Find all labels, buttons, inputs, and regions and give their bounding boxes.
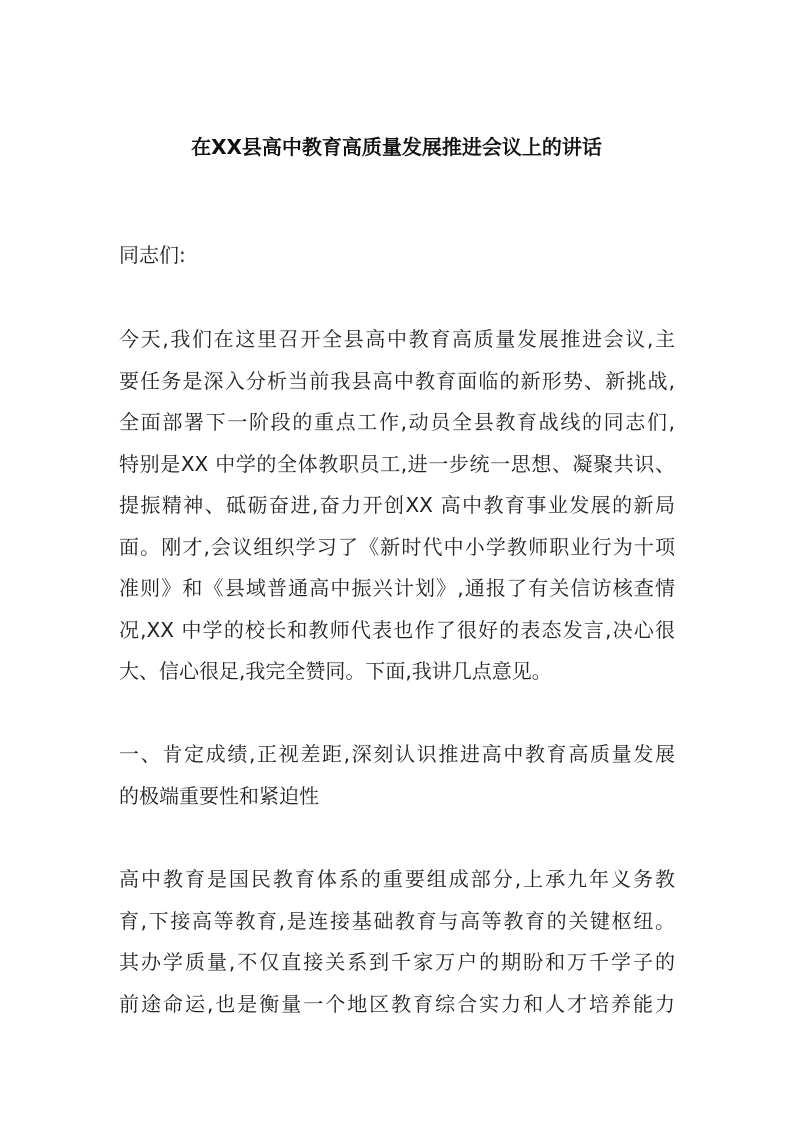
paragraph-line: 全面部署下一阶段的重点工作,动员全县教育战线的同志们, [119, 410, 675, 434]
salutation [119, 235, 675, 277]
paragraph-line: 面。刚才,会议组织学习了《新时代中小学教师职业行为十项 [119, 534, 675, 559]
document-title: 在XX县高中教育高质量发展推进会议上的讲话 [191, 135, 602, 159]
paragraph-line: 大、信心很足,我完全赞同。下面,我讲几点意见。 [119, 659, 552, 683]
paragraph-intro [119, 319, 675, 693]
paragraph-line: 育,下接高等教育,是连接基础教育与高等教育的关键枢纽。 [119, 908, 675, 933]
paragraph-line: 要任务是深入分析当前我县高中教育面临的新形势、新挑战, [119, 368, 675, 393]
paragraph-line: 其办学质量,不仅直接关系到千家万户的期盼和万千学子的 [119, 950, 675, 974]
heading-line: 一、肯定成绩,正视差距,深刻认识推进高中教育高质量发展 [119, 742, 675, 766]
paragraph-line: 前途命运,也是衡量一个地区教育综合实力和人才培养能力 [119, 991, 675, 1016]
paragraph-line: 高中教育是国民教育体系的重要组成部分,上承九年义务教 [119, 867, 675, 891]
paragraph-line: 特别是XX 中学的全体教职员工,进一步统一思想、凝聚共识、 [119, 451, 675, 476]
paragraph-line: 今天,我们在这里召开全县高中教育高质量发展推进会议,主 [119, 327, 675, 351]
salutation-text: 同志们: [119, 243, 186, 267]
paragraph-section-1 [119, 859, 675, 1025]
paragraph-line: 准则》和《县域普通高中振兴计划》,通报了有关信访核查情 [119, 576, 675, 600]
heading-line: 的极端重要性和紧迫性 [119, 783, 319, 808]
paragraph-line: 提振精神、砥砺奋进,奋力开创XX 高中教育事业发展的新局 [119, 493, 675, 517]
paragraph-line: 况,XX 中学的校长和教师代表也作了很好的表态发言,决心很 [119, 617, 675, 642]
section-heading-1 [119, 734, 675, 817]
